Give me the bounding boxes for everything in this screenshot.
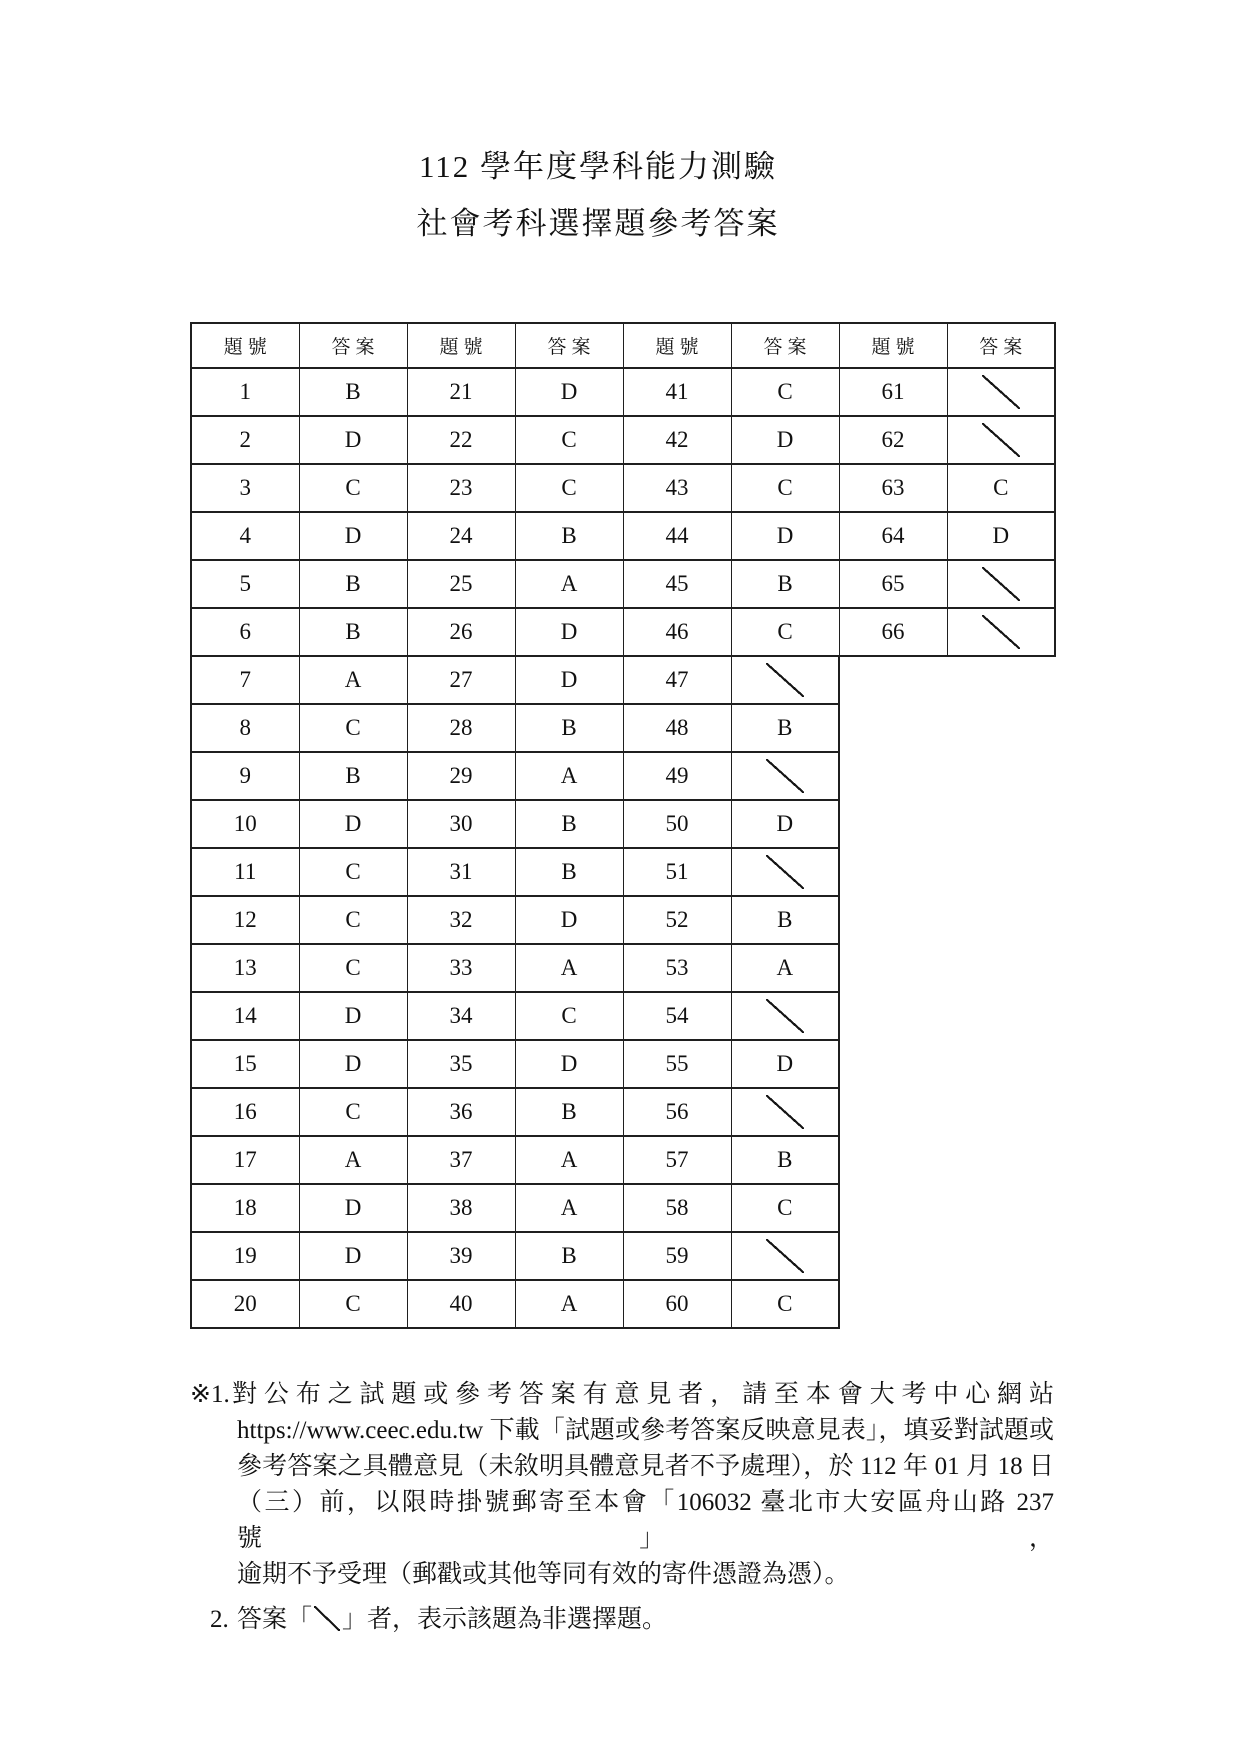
answer-table-row bbox=[191, 1280, 839, 1328]
question-number-cell: 29 bbox=[407, 752, 515, 800]
answer-cell bbox=[731, 848, 839, 896]
answer-cell: A bbox=[515, 1184, 623, 1232]
answer-cell: A bbox=[299, 1136, 407, 1184]
answer-table-row bbox=[191, 848, 839, 896]
document-subtitle: 社會考科選擇題參考答案 bbox=[416, 206, 780, 241]
answer-table-row bbox=[191, 1184, 839, 1232]
answer-cell: A bbox=[515, 944, 623, 992]
answer-cell: C bbox=[299, 1088, 407, 1136]
answer-table-row bbox=[191, 1136, 839, 1184]
document-title-block bbox=[190, 147, 1006, 244]
non-choice-slash-symbol bbox=[766, 759, 804, 793]
question-number-cell: 8 bbox=[191, 704, 299, 752]
answer-cell: A bbox=[515, 752, 623, 800]
answer-cell: C bbox=[515, 992, 623, 1040]
column-header-question-number: 題號 bbox=[839, 323, 947, 368]
question-number-cell: 16 bbox=[191, 1088, 299, 1136]
question-number-cell: 17 bbox=[191, 1136, 299, 1184]
question-number-cell: 6 bbox=[191, 608, 299, 656]
answer-cell: B bbox=[731, 1136, 839, 1184]
question-number-cell: 11 bbox=[191, 848, 299, 896]
answer-cell bbox=[731, 752, 839, 800]
question-number-cell: 47 bbox=[623, 656, 731, 704]
question-number-cell: 55 bbox=[623, 1040, 731, 1088]
answer-cell: A bbox=[515, 1136, 623, 1184]
question-number-cell: 59 bbox=[623, 1232, 731, 1280]
answer-cell: D bbox=[947, 512, 1055, 560]
answer-cell: B bbox=[515, 848, 623, 896]
question-number-cell: 66 bbox=[839, 608, 947, 656]
question-number-cell: 49 bbox=[623, 752, 731, 800]
footnote-1-line: https://www.ceec.edu.tw 下載「試題或參考答案反映意見表」，填妥對試題或 bbox=[237, 1417, 1054, 1444]
answer-cell: A bbox=[515, 560, 623, 608]
answer-cell bbox=[731, 656, 839, 704]
question-number-cell: 35 bbox=[407, 1040, 515, 1088]
answer-cell bbox=[947, 368, 1055, 416]
answer-cell: B bbox=[299, 752, 407, 800]
answer-cell: A bbox=[299, 656, 407, 704]
non-choice-slash-symbol bbox=[982, 567, 1020, 601]
answer-cell: D bbox=[731, 512, 839, 560]
answer-cell: C bbox=[299, 464, 407, 512]
column-header-question-number: 題號 bbox=[623, 323, 731, 368]
question-number-cell: 41 bbox=[623, 368, 731, 416]
answer-cell: D bbox=[515, 896, 623, 944]
question-number-cell: 15 bbox=[191, 1040, 299, 1088]
non-choice-slash-symbol bbox=[766, 855, 804, 889]
answer-cell bbox=[731, 992, 839, 1040]
footnote-1-line: （三）前，以限時掛號郵寄至本會「106032 臺北市大安區舟山路 237 號」， bbox=[237, 1489, 1054, 1552]
answer-cell: D bbox=[515, 368, 623, 416]
footnote-1-marker: ※1. bbox=[190, 1381, 230, 1408]
question-number-cell: 63 bbox=[839, 464, 947, 512]
answer-cell: D bbox=[731, 416, 839, 464]
answer-table-row bbox=[191, 416, 1055, 464]
footnote-1-line: 逾期不予受理（郵戳或其他等同有效的寄件憑證為憑）。 bbox=[237, 1561, 850, 1588]
question-number-cell: 22 bbox=[407, 416, 515, 464]
question-number-cell: 51 bbox=[623, 848, 731, 896]
answer-cell: C bbox=[515, 416, 623, 464]
footnote-2-text-suffix: 」者，表示該題為非選擇題。 bbox=[342, 1606, 668, 1633]
answer-cell: C bbox=[299, 848, 407, 896]
question-number-cell: 54 bbox=[623, 992, 731, 1040]
non-choice-slash-symbol bbox=[766, 1239, 804, 1273]
question-number-cell: 61 bbox=[839, 368, 947, 416]
question-number-cell: 28 bbox=[407, 704, 515, 752]
question-number-cell: 58 bbox=[623, 1184, 731, 1232]
answer-table-row bbox=[191, 1232, 839, 1280]
question-number-cell: 13 bbox=[191, 944, 299, 992]
answer-cell: D bbox=[299, 992, 407, 1040]
answer-table-row bbox=[191, 1040, 839, 1088]
answer-table-row bbox=[191, 896, 839, 944]
non-choice-slash-symbol bbox=[982, 375, 1020, 409]
question-number-cell: 37 bbox=[407, 1136, 515, 1184]
answer-cell: D bbox=[731, 1040, 839, 1088]
answer-table-row bbox=[191, 464, 1055, 512]
answer-cell: B bbox=[731, 560, 839, 608]
question-number-cell: 20 bbox=[191, 1280, 299, 1328]
question-number-cell: 39 bbox=[407, 1232, 515, 1280]
question-number-cell: 56 bbox=[623, 1088, 731, 1136]
answer-cell: C bbox=[731, 368, 839, 416]
footnote-1-line: 參考答案之具體意見（未敘明具體意見者不予處理），於 112 年 01 月 18 日 bbox=[237, 1453, 1054, 1480]
answer-cell: B bbox=[731, 896, 839, 944]
answer-cell: B bbox=[299, 560, 407, 608]
answer-table-row bbox=[191, 608, 1055, 656]
answer-cell: B bbox=[299, 608, 407, 656]
question-number-cell: 44 bbox=[623, 512, 731, 560]
footnotes-block bbox=[190, 1377, 1054, 1638]
column-header-question-number: 題號 bbox=[191, 323, 299, 368]
question-number-cell: 23 bbox=[407, 464, 515, 512]
question-number-cell: 53 bbox=[623, 944, 731, 992]
answer-cell: D bbox=[299, 512, 407, 560]
answer-cell: D bbox=[515, 656, 623, 704]
answer-table-row bbox=[191, 1088, 839, 1136]
answer-cell: C bbox=[731, 1280, 839, 1328]
answer-table-row bbox=[191, 944, 839, 992]
question-number-cell: 12 bbox=[191, 896, 299, 944]
answer-cell bbox=[947, 560, 1055, 608]
answer-cell bbox=[947, 416, 1055, 464]
answer-table-row bbox=[191, 800, 839, 848]
answer-cell: D bbox=[731, 800, 839, 848]
answer-cell: B bbox=[515, 800, 623, 848]
answer-table-row bbox=[191, 368, 1055, 416]
footnote-1 bbox=[190, 1377, 1054, 1593]
question-number-cell: 5 bbox=[191, 560, 299, 608]
answer-cell: C bbox=[515, 464, 623, 512]
non-choice-slash-symbol bbox=[982, 615, 1020, 649]
question-number-cell: 24 bbox=[407, 512, 515, 560]
answer-cell: C bbox=[299, 896, 407, 944]
question-number-cell: 7 bbox=[191, 656, 299, 704]
non-choice-slash-symbol bbox=[982, 423, 1020, 457]
non-choice-slash-symbol bbox=[766, 999, 804, 1033]
column-header-answer: 答案 bbox=[515, 323, 623, 368]
question-number-cell: 65 bbox=[839, 560, 947, 608]
question-number-cell: 38 bbox=[407, 1184, 515, 1232]
column-header-answer: 答案 bbox=[731, 323, 839, 368]
answer-table-row bbox=[191, 992, 839, 1040]
non-choice-slash-symbol bbox=[314, 1606, 340, 1631]
footnote-1-line: 對公布之試題或參考答案有意見者，請至本會大考中心網站 bbox=[232, 1381, 1054, 1408]
question-number-cell: 1 bbox=[191, 368, 299, 416]
column-header-answer: 答案 bbox=[299, 323, 407, 368]
document-title: 112 學年度學科能力測驗 bbox=[418, 149, 778, 184]
answer-cell: D bbox=[299, 800, 407, 848]
question-number-cell: 52 bbox=[623, 896, 731, 944]
question-number-cell: 60 bbox=[623, 1280, 731, 1328]
question-number-cell: 14 bbox=[191, 992, 299, 1040]
answer-table-row bbox=[191, 704, 839, 752]
question-number-cell: 45 bbox=[623, 560, 731, 608]
non-choice-slash-symbol bbox=[766, 1095, 804, 1129]
answer-table-lower bbox=[190, 655, 840, 1329]
question-number-cell: 30 bbox=[407, 800, 515, 848]
answer-cell: B bbox=[299, 368, 407, 416]
answer-cell bbox=[731, 1232, 839, 1280]
answer-cell: A bbox=[731, 944, 839, 992]
column-header-answer: 答案 bbox=[947, 323, 1055, 368]
answer-cell: D bbox=[299, 416, 407, 464]
question-number-cell: 36 bbox=[407, 1088, 515, 1136]
question-number-cell: 62 bbox=[839, 416, 947, 464]
table-header-row bbox=[191, 323, 1055, 368]
answer-cell: C bbox=[299, 704, 407, 752]
answer-cell: B bbox=[515, 1088, 623, 1136]
footnote-1-text bbox=[232, 1377, 1054, 1593]
footnote-2-text bbox=[237, 1602, 1054, 1638]
footnote-2 bbox=[190, 1602, 1054, 1638]
answer-cell: C bbox=[947, 464, 1055, 512]
question-number-cell: 25 bbox=[407, 560, 515, 608]
answer-table-upper bbox=[190, 322, 1056, 657]
answer-cell: B bbox=[515, 1232, 623, 1280]
question-number-cell: 10 bbox=[191, 800, 299, 848]
question-number-cell: 40 bbox=[407, 1280, 515, 1328]
answer-cell: C bbox=[731, 464, 839, 512]
question-number-cell: 26 bbox=[407, 608, 515, 656]
question-number-cell: 4 bbox=[191, 512, 299, 560]
answer-cell: B bbox=[515, 704, 623, 752]
answer-table-row bbox=[191, 560, 1055, 608]
answer-cell bbox=[731, 1088, 839, 1136]
non-choice-slash-symbol bbox=[766, 663, 804, 697]
question-number-cell: 64 bbox=[839, 512, 947, 560]
answer-table-row bbox=[191, 656, 839, 704]
answer-cell bbox=[947, 608, 1055, 656]
question-number-cell: 34 bbox=[407, 992, 515, 1040]
answer-cell: D bbox=[299, 1040, 407, 1088]
footnote-2-marker: 2. bbox=[210, 1606, 229, 1633]
answer-cell: D bbox=[515, 608, 623, 656]
question-number-cell: 57 bbox=[623, 1136, 731, 1184]
question-number-cell: 43 bbox=[623, 464, 731, 512]
question-number-cell: 50 bbox=[623, 800, 731, 848]
answer-cell: D bbox=[299, 1184, 407, 1232]
question-number-cell: 31 bbox=[407, 848, 515, 896]
answer-cell: C bbox=[731, 1184, 839, 1232]
question-number-cell: 27 bbox=[407, 656, 515, 704]
answer-cell: C bbox=[299, 1280, 407, 1328]
question-number-cell: 9 bbox=[191, 752, 299, 800]
answer-cell: B bbox=[515, 512, 623, 560]
answer-cell: C bbox=[731, 608, 839, 656]
answer-cell: D bbox=[299, 1232, 407, 1280]
footnote-2-text-prefix: 答案「 bbox=[237, 1606, 313, 1633]
question-number-cell: 21 bbox=[407, 368, 515, 416]
question-number-cell: 32 bbox=[407, 896, 515, 944]
answer-table-row bbox=[191, 752, 839, 800]
answer-cell: D bbox=[515, 1040, 623, 1088]
question-number-cell: 2 bbox=[191, 416, 299, 464]
answer-cell: A bbox=[515, 1280, 623, 1328]
question-number-cell: 42 bbox=[623, 416, 731, 464]
question-number-cell: 19 bbox=[191, 1232, 299, 1280]
answer-table-row bbox=[191, 512, 1055, 560]
question-number-cell: 48 bbox=[623, 704, 731, 752]
question-number-cell: 33 bbox=[407, 944, 515, 992]
question-number-cell: 18 bbox=[191, 1184, 299, 1232]
column-header-question-number: 題號 bbox=[407, 323, 515, 368]
answer-cell: B bbox=[731, 704, 839, 752]
question-number-cell: 46 bbox=[623, 608, 731, 656]
question-number-cell: 3 bbox=[191, 464, 299, 512]
answer-cell: C bbox=[299, 944, 407, 992]
